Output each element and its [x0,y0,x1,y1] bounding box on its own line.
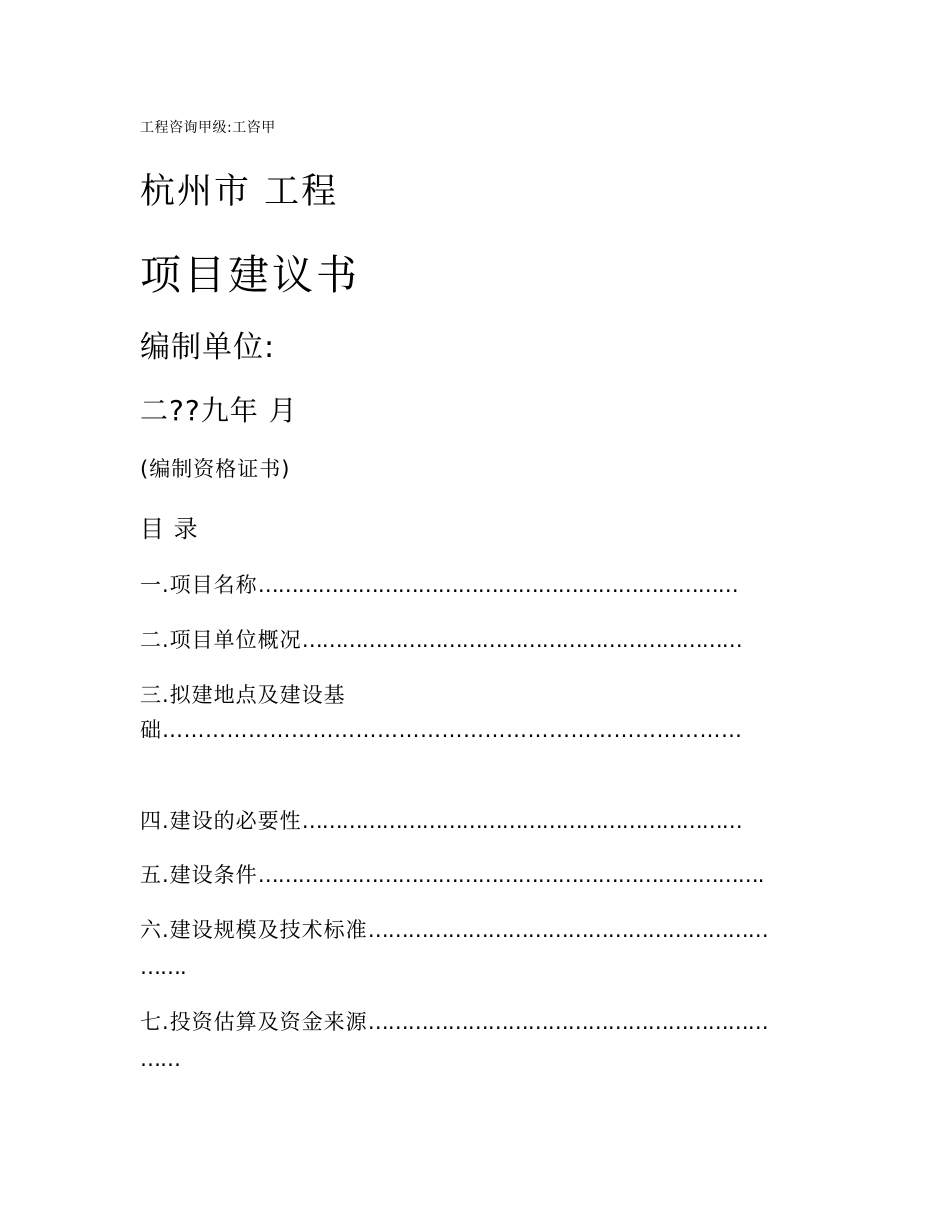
toc-dot-leader: ……………………………………………………………………… [162,718,743,742]
toc-dot-leader: …………………………………………………… [367,918,768,942]
document-title: 项目建议书 [140,251,360,299]
toc-item-necessity [140,811,742,832]
toc-item-label: 四.建设的必要性 [140,809,302,833]
toc-item-label: 三.拟建地点及建设基 [140,683,346,707]
toc-dot-leader: …………………………………………………… [367,1010,768,1034]
toc-dot-leader: ………………………………………………………… [301,628,742,652]
toc-item-investment-funding [140,1012,768,1033]
toc-item-label-continued: 础 [140,718,162,742]
toc-item-unit-overview [140,630,742,651]
toc-item-conditions [140,865,763,886]
document-date: 二??九年 月 [140,394,298,427]
toc-item-label: 七.投资估算及资金来源 [140,1010,368,1034]
project-city-line: 杭州市 工程 [140,172,339,212]
toc-item-scale-standards-continued [140,957,186,978]
toc-dot-leader: ……………………………………………………………… [257,573,738,597]
compiler-unit-label: 编制单位: [140,330,276,365]
toc-dot-leader-continued: ……. [140,955,186,979]
toc-dot-leader: ………………………………………………………… [301,809,742,833]
toc-dot-leader: …………………………………………………………………. [257,863,764,887]
toc-item-scale-standards [140,920,768,941]
toc-item-investment-funding-continued [140,1049,180,1070]
toc-heading: 目 录 [140,515,199,543]
toc-item-label: 五.建设条件 [140,863,258,887]
toc-dot-leader-continued: …… [140,1047,180,1071]
toc-item-project-name [140,575,738,596]
toc-item-label: 六.建设规模及技术标准 [140,918,368,942]
toc-item-label: 一.项目名称 [140,573,258,597]
toc-item-site-basis [140,685,346,706]
qualification-line: 工程咨询甲级:工咨甲 [140,120,276,136]
toc-item-site-basis-continued [140,720,743,741]
toc-item-label: 二.项目单位概况 [140,628,302,652]
certificate-note: (编制资格证书) [140,457,291,481]
